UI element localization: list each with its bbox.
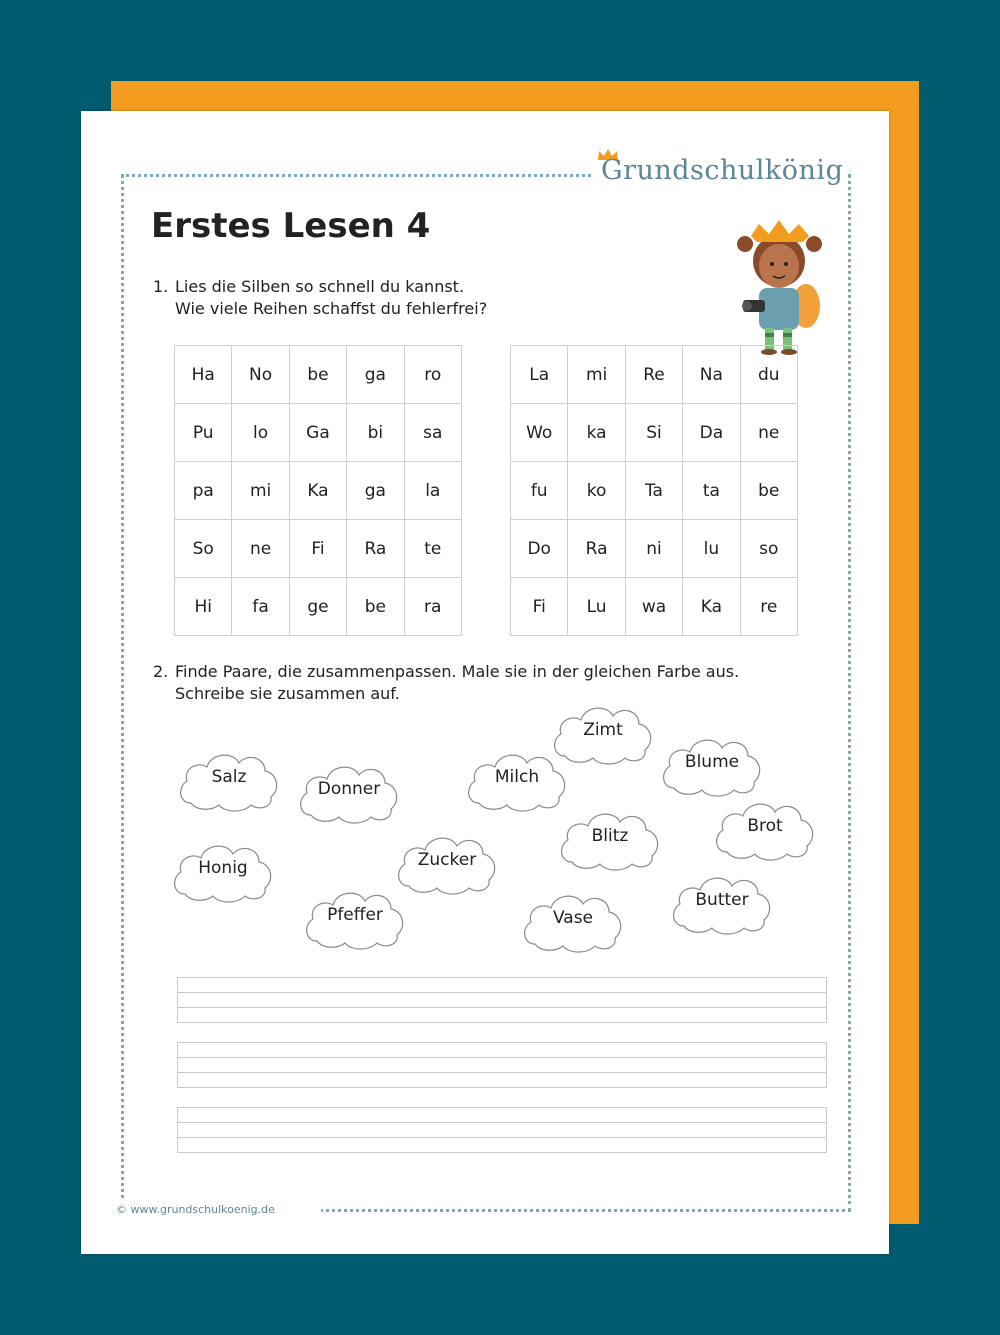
syllable-cell: Ka [683,578,740,636]
syllable-cell: ne [740,404,797,462]
word-cloud[interactable] [521,886,625,956]
grid_right-row [511,520,798,578]
word-cloud[interactable] [558,804,662,874]
writing-line[interactable] [177,1042,827,1088]
syllable-cell: Da [683,404,740,462]
worksheet-page [81,111,889,1254]
syllable-cell: Do [511,520,568,578]
syllable-cell: Fi [289,520,346,578]
syllable-cell: la [404,462,461,520]
cloud-word: Honig [198,858,248,878]
syllable-grid-right [510,345,798,636]
word-cloud[interactable] [171,836,275,906]
syllable-cell: mi [232,462,289,520]
word-cloud[interactable] [670,868,774,938]
syllable-cell: Si [625,404,682,462]
syllable-cell: be [347,578,404,636]
syllable-cell: lu [683,520,740,578]
grid_left-row [175,346,462,404]
task-1-line-1: Lies die Silben so schnell du kannst. [175,277,465,296]
girl-with-binoculars-illustration [721,206,831,356]
word-cloud[interactable] [551,698,655,768]
grid_left-row [175,578,462,636]
cloud-word: Donner [317,779,381,799]
footer-copyright: © www.grundschulkoenig.de [116,1203,275,1216]
cloud-word: Brot [747,816,783,836]
syllable-cell: be [289,346,346,404]
syllable-cell: fu [511,462,568,520]
syllable-cell: te [404,520,461,578]
cloud-word: Blume [684,752,740,772]
cloud-word: Milch [494,767,540,787]
syllable-cell: ne [232,520,289,578]
syllable-cell: Ra [347,520,404,578]
syllable-cell: ra [404,578,461,636]
cloud-word: Blitz [591,826,629,846]
syllable-cell: du [740,346,797,404]
syllable-cell: ro [404,346,461,404]
syllable-cell: ga [347,462,404,520]
syllable-cell: Ga [289,404,346,462]
cloud-word: Butter [695,890,749,910]
syllable-cell: Pu [175,404,232,462]
syllable-cell: fa [232,578,289,636]
word-cloud[interactable] [395,828,499,898]
syllable-cell: sa [404,404,461,462]
task-1-number: 1. [153,277,169,296]
writing-line[interactable] [177,977,827,1023]
cloud-word: Vase [552,908,594,928]
syllable-grid-left [174,345,462,636]
syllable-cell: Re [625,346,682,404]
syllable-cell: Ra [568,520,625,578]
syllable-cell: bi [347,404,404,462]
syllable-cell: ga [347,346,404,404]
syllable-cell: re [740,578,797,636]
syllable-cell: mi [568,346,625,404]
syllable-cell: ta [683,462,740,520]
syllable-cell: So [175,520,232,578]
syllable-cell: lo [232,404,289,462]
syllable-cell: Ta [625,462,682,520]
syllable-cell: ko [568,462,625,520]
cloud-word: Salz [211,767,247,787]
grid_left-row [175,520,462,578]
brand-name: Grundschulkönig [601,155,844,186]
syllable-cell: Ha [175,346,232,404]
syllable-cell: ka [568,404,625,462]
cloud-word: Pfeffer [327,905,383,925]
cloud-word: Zimt [583,720,623,740]
grid_right-row [511,404,798,462]
syllable-cell: so [740,520,797,578]
grid_left-row [175,404,462,462]
task-2-line-1: Finde Paare, die zusammenpassen. Male sie in der gleichen Farbe aus. [175,662,740,681]
word-cloud[interactable] [177,745,281,815]
word-cloud[interactable] [660,730,764,800]
syllable-cell: ge [289,578,346,636]
grid_right-row [511,346,798,404]
task-2-number: 2. [153,662,169,681]
syllable-cell: Fi [511,578,568,636]
syllable-cell: be [740,462,797,520]
syllable-cell: pa [175,462,232,520]
cloud-word: Zucker [417,850,477,870]
syllable-cell: Lu [568,578,625,636]
syllable-cell: Wo [511,404,568,462]
writing-line[interactable] [177,1107,827,1153]
word-cloud[interactable] [303,883,407,953]
syllable-cell: Hi [175,578,232,636]
grid_right-row [511,462,798,520]
word-cloud[interactable] [713,794,817,864]
grid_left-row [175,462,462,520]
syllable-cell: Ka [289,462,346,520]
worksheet-title: Erstes Lesen 4 [151,206,431,246]
syllable-cell: wa [625,578,682,636]
syllable-cell: Na [683,346,740,404]
task-1-line-2: Wie viele Reihen schaffst du fehlerfrei? [175,299,488,318]
word-cloud[interactable] [297,757,401,827]
task-2-line-2: Schreibe sie zusammen auf. [175,684,400,703]
syllable-cell: La [511,346,568,404]
syllable-cell: No [232,346,289,404]
grid_right-row [511,578,798,636]
syllable-cell: ni [625,520,682,578]
